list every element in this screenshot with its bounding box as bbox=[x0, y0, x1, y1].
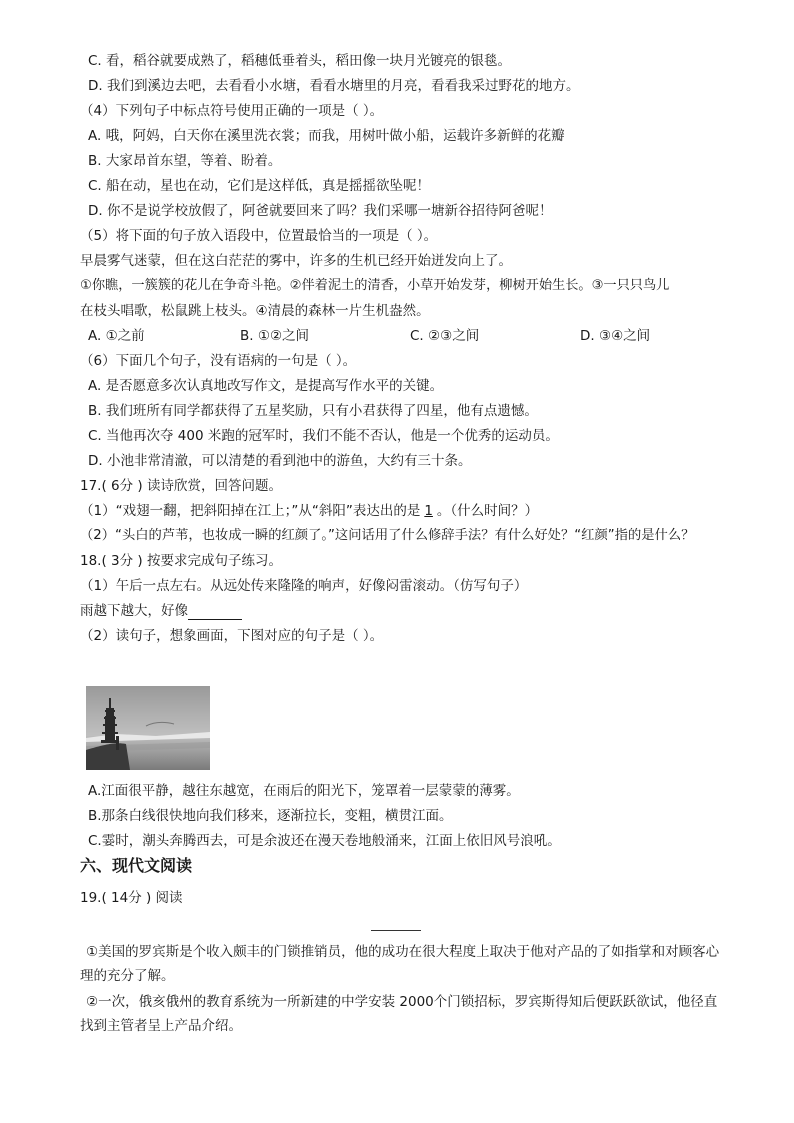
q18-sub1-answer-line bbox=[80, 602, 242, 620]
q16-option-c: C. 看，稻谷就要成熟了，稻穗低垂着头，稻田像一块月光镀亮的银毯。 bbox=[88, 53, 512, 69]
q17-sub1-hint: 。（什么时间？） bbox=[436, 503, 539, 519]
q4-option-d: D. 你不是说学校放假了，阿爸就要回来了吗？我们采哪一塘新谷招待阿爸呢！ bbox=[88, 203, 553, 219]
q17-sub1-prompt: （1）“戏翅一翻，把斜阳掉在江上；”从“斜阳”表达出的是 bbox=[80, 503, 421, 519]
title-divider bbox=[371, 930, 421, 931]
q18-option-b: B.那条白线很快地向我们移来，逐渐拉长，变粗，横贯江面。 bbox=[88, 808, 453, 824]
reading-paragraph-2: ②一次，俄亥俄州的教育系统为一所新建的中学安装 2000个门锁招标，罗宾斯得知后便跃跃欲试，他径直找到主管者呈上产品介绍。 bbox=[80, 994, 718, 1034]
q18-header: 18.( 3分 ) 按要求完成句子练习。 bbox=[80, 553, 282, 569]
q18-sub2: （2）读句子，想象画面，下图对应的句子是（ ）。 bbox=[80, 628, 384, 644]
q5-option-b: B. ①②之间 bbox=[240, 328, 310, 344]
q17-header: 17.( 6分 ) 读诗欣赏，回答问题。 bbox=[80, 478, 282, 494]
q6-stem: （6）下面几个句子，没有语病的一句是（ ）。 bbox=[80, 353, 357, 369]
q6-option-c: C. 当他再次夺 400 米跑的冠军时，我们不能不否认，他是一个优秀的运动员。 bbox=[88, 428, 559, 444]
q17-sub1 bbox=[80, 502, 538, 520]
q17-sub1-answer: 1 bbox=[424, 503, 433, 519]
q19-header: 19.( 14分 ) 阅读 bbox=[80, 890, 183, 906]
q16-option-d: D. 我们到溪边去吧，去看看小水塘，看看水塘里的月亮，看看我采过野花的地方。 bbox=[88, 78, 580, 94]
q5-passage-line1: ①你瞧，一簇簇的花儿在争奇斗艳。②伴着泥土的清香，小草开始发芽，柳树开始生长。③一只只鸟儿 bbox=[80, 278, 670, 293]
pagoda-river-image bbox=[86, 686, 210, 770]
q18-option-c: C.霎时，潮头奔腾西去，可是余波还在漫天卷地般涌来，江面上依旧风号浪吼。 bbox=[88, 833, 561, 849]
q6-option-a: A. 是否愿意多次认真地改写作文，是提高写作水平的关键。 bbox=[88, 378, 444, 394]
q4-option-b: B. 大家昂首东望，等着、盼着。 bbox=[88, 153, 282, 169]
q5-passage-line2: 在枝头唱歌，松鼠跳上枝头。④清晨的森林一片生机盎然。 bbox=[80, 303, 430, 319]
q6-option-d: D. 小池非常清澈，可以清楚的看到池中的游鱼，大约有三十条。 bbox=[88, 453, 472, 469]
reading-paragraph-1: ①美国的罗宾斯是个收入颇丰的门锁推销员，他的成功在很大程度上取决于他对产品的了如指掌和对顾客心理的充分了解。 bbox=[80, 944, 720, 984]
q6-option-b: B. 我们班所有同学都获得了五星奖励，只有小君获得了四星，他有点遗憾。 bbox=[88, 403, 538, 419]
q18-option-a: A.江面很平静，越往东越宽，在雨后的阳光下，笼罩着一层蒙蒙的薄雾。 bbox=[88, 783, 520, 799]
q18-sub1-prefix: 雨越下越大，好像 bbox=[80, 603, 188, 619]
q5-option-d: D. ③④之间 bbox=[580, 328, 651, 344]
q5-stem: （5）将下面的句子放入语段中，位置最恰当的一项是（ ）。 bbox=[80, 228, 438, 244]
pagoda-river-photo bbox=[86, 686, 210, 770]
q4-option-a: A. 哦，阿妈，白天你在溪里洗衣裳；而我，用树叶做小船，运载许多新鲜的花瓣 bbox=[88, 128, 565, 144]
answer-blank bbox=[188, 605, 242, 620]
q5-option-c: C. ②③之间 bbox=[410, 328, 480, 344]
q18-sub1: （1）午后一点左右。从远处传来隆隆的响声，好像闷雷滚动。（仿写句子） bbox=[80, 578, 528, 594]
q4-stem: （4）下列句子中标点符号使用正确的一项是（ ）。 bbox=[80, 103, 384, 119]
section-title: 六、现代文阅读 bbox=[80, 856, 193, 875]
q17-sub2: （2）“头白的芦苇，也妆成一瞬的红颜了。”这问话用了什么修辞手法？有什么好处？“红颜”指的是什么？ bbox=[80, 528, 695, 543]
q5-sentence: 早晨雾气迷蒙，但在这白茫茫的雾中，许多的生机已经开始迸发向上了。 bbox=[80, 253, 512, 269]
q5-option-a: A. ①之前 bbox=[88, 328, 145, 344]
q4-option-c: C. 船在动，星也在动，它们是这样低，真是摇摇欲坠呢！ bbox=[88, 178, 431, 194]
